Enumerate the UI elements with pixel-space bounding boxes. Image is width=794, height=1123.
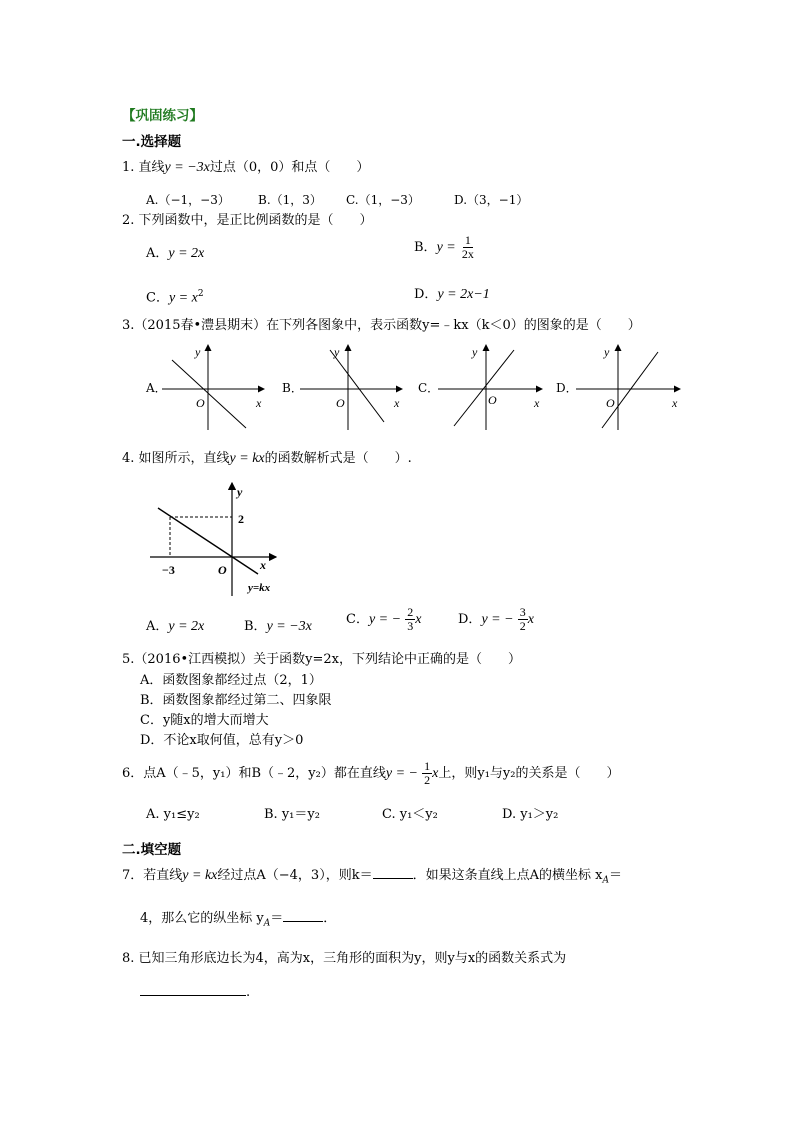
fraction-numerator: 1 xyxy=(464,233,471,247)
q4-option-c-lhs: y = − xyxy=(368,612,402,627)
origin-label: O xyxy=(218,563,227,577)
q7-line2-post: ＝ xyxy=(270,911,284,926)
q6-option-d: D. y₁＞y₂ xyxy=(502,807,559,822)
y-label: y xyxy=(195,345,201,359)
origin-label: O xyxy=(196,396,205,410)
fraction-numerator: 2 xyxy=(407,605,414,619)
q7-line2-pre: 4，那么它的纵坐标 y xyxy=(140,911,264,926)
function-line xyxy=(172,360,246,428)
question-3: 3.（2015春•澧县期末）在下列各图象中，表示函数y=﹣kx（k＜0）的图象的是（ ） xyxy=(122,318,641,333)
q4-option-d-lhs: y = − xyxy=(481,612,514,627)
question-5: 5.（2016•江西模拟）关于函数y=2x，下列结论中正确的是（ ） xyxy=(122,652,521,667)
fraction-numerator: 3 xyxy=(519,605,526,619)
q3-graph-d xyxy=(574,340,686,432)
q1-option-d: D.（3，−1） xyxy=(454,193,529,207)
q4-option-c-var: x xyxy=(415,612,422,627)
q3-label-b: B． xyxy=(282,381,303,395)
q6-equation-var: x xyxy=(432,766,439,781)
q2-option-d-eq: y = 2x−1 xyxy=(437,287,490,302)
q7-blank-k[interactable] xyxy=(373,878,413,879)
q5-option-d: D．不论x取何值，总有y＞0 xyxy=(140,733,304,748)
q2-option-c-label: C． xyxy=(146,290,169,306)
q4-option-a xyxy=(146,619,204,635)
line-label: y=kx xyxy=(248,582,271,594)
q7-subscript: A xyxy=(602,875,609,886)
function-line xyxy=(602,352,658,428)
q8-end: . xyxy=(246,985,251,1000)
q2-option-d xyxy=(414,287,490,303)
q1-option-c: C.（1，−3） xyxy=(346,193,420,207)
x-tick-label: −3 xyxy=(162,563,175,577)
q4-option-d-fraction xyxy=(518,606,528,633)
q6-stem-pre: 6．点A（﹣5，y₁）和B（﹣2，y₂）都在直线 xyxy=(122,766,386,781)
y-label: y xyxy=(604,345,610,359)
function-line xyxy=(330,350,384,422)
q1-option-b: B.（1，3） xyxy=(258,193,322,207)
x-label: x xyxy=(260,558,266,572)
q4-option-a-eq: y = 2x xyxy=(168,619,205,634)
q3-label-c: C． xyxy=(418,381,440,395)
y-label: y xyxy=(237,485,243,499)
origin-label: O xyxy=(606,396,615,410)
x-label: x xyxy=(672,396,678,410)
question-8: 8. 已知三角形底边长为4，高为x，三角形的面积为y，则y与x的函数关系式为 xyxy=(122,951,567,966)
function-line xyxy=(454,350,514,426)
fraction-denominator: 3 xyxy=(407,619,414,633)
q4-option-b-eq: y = −3x xyxy=(266,619,312,634)
q4-option-b xyxy=(244,619,312,635)
q4-stem-pre: 4. 如图所示，直线 xyxy=(122,451,230,466)
origin-label: O xyxy=(336,396,345,410)
q2-option-b-fraction xyxy=(460,234,476,261)
q3-graph-c xyxy=(436,340,548,432)
q7-stem-post: ．如果这条直线上点A的横坐标 x xyxy=(412,868,603,883)
q5-option-c: C．y随x的增大而增大 xyxy=(140,713,269,728)
q4-option-b-label: B． xyxy=(244,619,267,634)
q7-equation: y = kx xyxy=(182,868,218,883)
q2-option-a-label: A． xyxy=(146,246,169,261)
q4-option-d-var: x xyxy=(527,612,534,627)
section-title-choice: 一.选择题 xyxy=(122,134,182,150)
q2-option-c-exponent: 2 xyxy=(197,289,204,299)
q4-option-c-label: C． xyxy=(346,612,369,627)
q4-option-d xyxy=(458,606,534,633)
q6-option-a: A. y₁≤y₂ xyxy=(146,807,200,822)
q6-option-b: B. y₁＝y₂ xyxy=(264,807,320,822)
q4-equation: y = kx xyxy=(229,451,265,466)
q7-line2-subscript: A xyxy=(263,918,271,929)
q3-label-a: A． xyxy=(146,381,167,395)
q6-stem-post: 上，则y₁与y₂的关系是（ ） xyxy=(438,766,620,781)
q7-stem-pre: 7．若直线 xyxy=(122,868,183,883)
q4-stem-post: 的函数解析式是（ ）. xyxy=(264,451,412,466)
q1-stem-pre: 1. 直线 xyxy=(122,160,165,175)
section-title-fill: 二.填空题 xyxy=(122,842,182,858)
q6-option-c: C. y₁＜y₂ xyxy=(382,807,438,822)
question-8-line-2 xyxy=(140,985,250,1001)
q8-blank-answer[interactable] xyxy=(140,995,246,996)
q2-option-a-eq: y = 2x xyxy=(168,246,205,261)
q1-stem-post: 过点（0，0）和点（ ） xyxy=(209,160,370,175)
y-tick-label: 2 xyxy=(238,512,244,526)
q4-option-d-label: D． xyxy=(458,612,482,627)
q5-option-a: A．函数图象都经过点（2，1） xyxy=(140,673,322,688)
q2-option-c xyxy=(146,286,204,306)
q3-graph-b xyxy=(298,340,408,432)
q2-option-d-label: D． xyxy=(414,287,438,302)
q6-fraction xyxy=(422,760,432,787)
q1-option-a: A.（−1，−3） xyxy=(146,193,230,207)
q2-option-b xyxy=(414,234,476,261)
q5-option-b: B．函数图象都经过第二、四象限 xyxy=(140,693,332,708)
question-4 xyxy=(122,451,412,467)
q2-option-c-eq: y = x xyxy=(168,290,198,306)
q2-option-b-lhs: y = xyxy=(436,240,456,255)
question-7-line-2 xyxy=(140,911,336,932)
q2-option-b-label: B． xyxy=(414,240,437,255)
origin-label: O xyxy=(488,393,497,407)
q4-graph xyxy=(140,478,290,602)
q6-equation-lhs: y = − xyxy=(385,766,418,781)
q2-option-a xyxy=(146,246,204,262)
q3-label-d: D． xyxy=(556,381,578,395)
question-2: 2. 下列函数中，是正比例函数的是（ ） xyxy=(122,213,373,228)
x-label: x xyxy=(534,396,540,410)
q7-line2-end: ． xyxy=(323,911,337,926)
x-label: x xyxy=(256,396,262,410)
q4-option-c-fraction xyxy=(405,606,415,633)
fraction-denominator: 2 xyxy=(424,773,431,787)
question-7 xyxy=(122,868,622,889)
y-label: y xyxy=(472,345,478,359)
q7-stem-tail: ＝ xyxy=(608,868,622,883)
q1-equation: y = −3x xyxy=(164,160,210,175)
fraction-numerator: 1 xyxy=(424,759,431,773)
q4-option-c xyxy=(346,606,421,633)
q3-graph-a xyxy=(160,340,270,432)
x-label: x xyxy=(394,396,400,410)
fraction-denominator: 2 xyxy=(519,619,526,633)
question-1 xyxy=(122,160,369,176)
question-6 xyxy=(122,760,619,787)
y-label: y xyxy=(334,345,340,359)
q7-blank-y[interactable] xyxy=(283,921,323,922)
section-header: 【巩固练习】 xyxy=(122,108,203,124)
q4-option-a-label: A． xyxy=(146,619,169,634)
fraction-denominator: 2x xyxy=(461,247,474,261)
q7-stem-mid: 经过点A（−4，3），则k＝ xyxy=(217,868,373,883)
